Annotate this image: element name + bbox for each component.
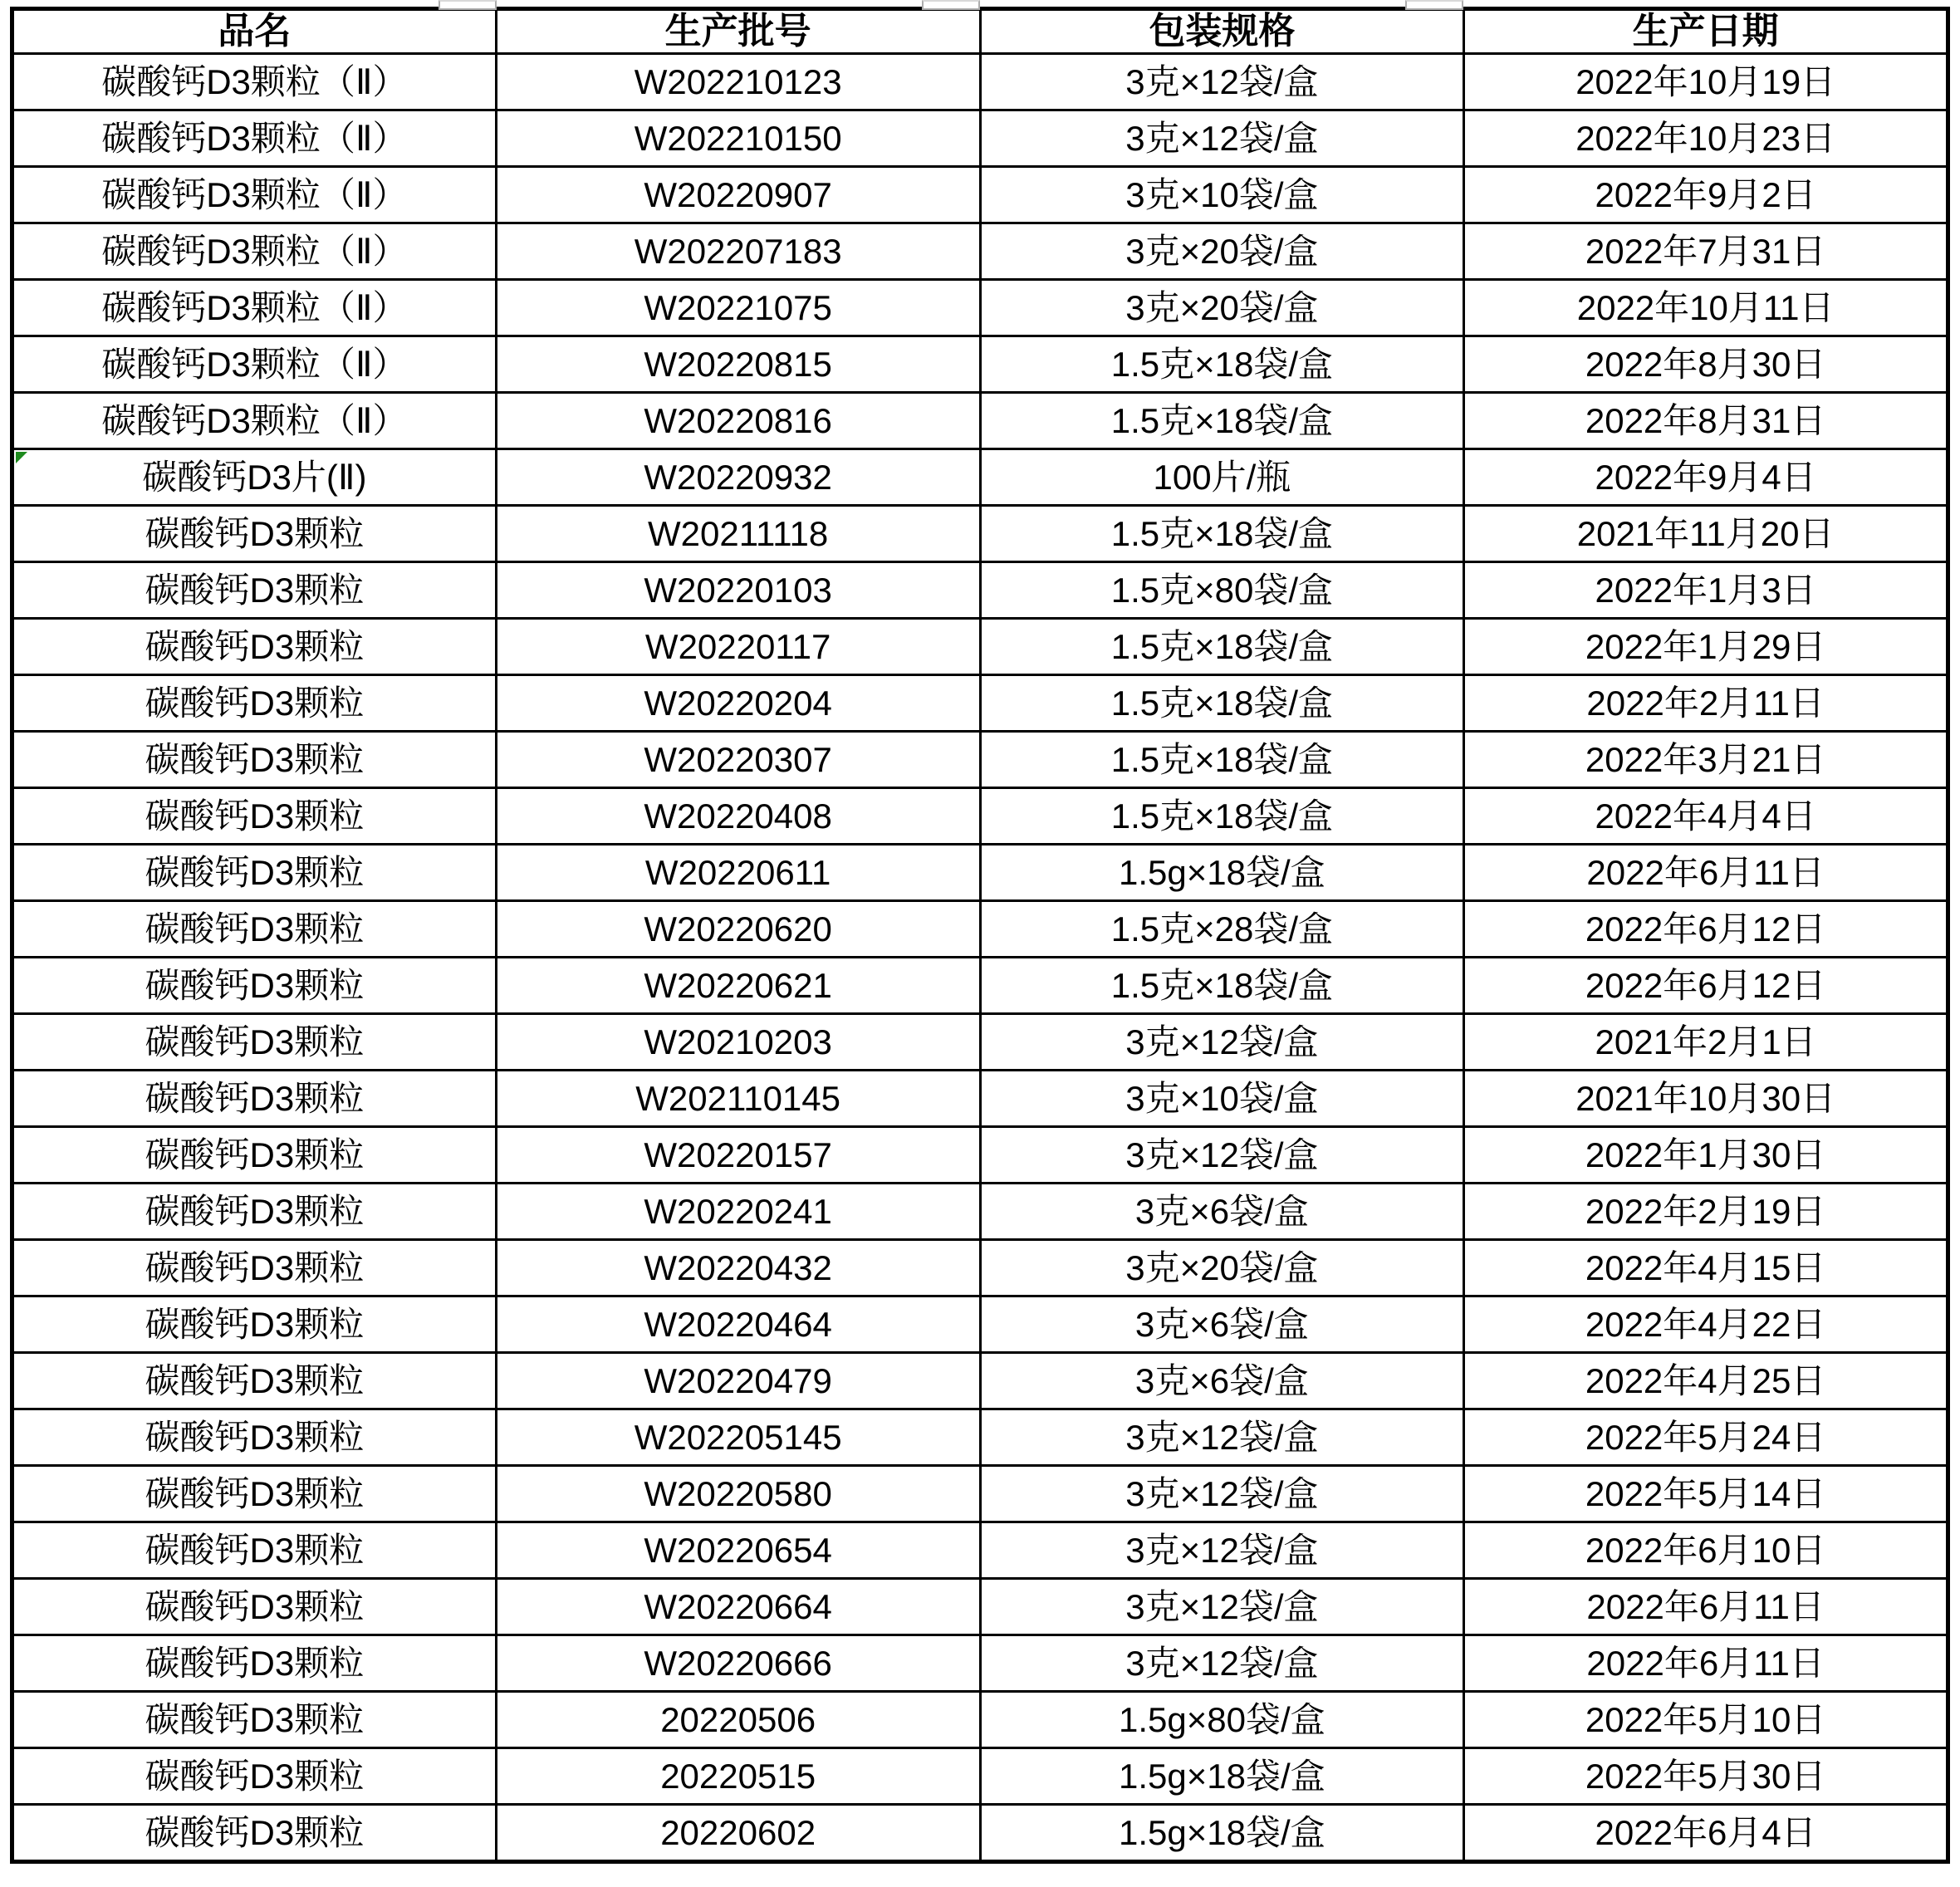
cell-prod-date[interactable]: 2022年4月4日 (1464, 788, 1948, 845)
table-row (12, 1296, 1948, 1353)
sheet-edge-artifact (439, 0, 497, 10)
table-row (12, 1522, 1948, 1579)
cell-prod-date[interactable]: 2022年6月12日 (1464, 958, 1948, 1014)
table-row (12, 1353, 1948, 1409)
cell-pack-spec[interactable]: 3克×12袋/盒 (980, 1635, 1464, 1692)
cell-prod-date[interactable]: 2022年5月24日 (1464, 1409, 1948, 1466)
cell-batch-number[interactable]: W202210150 (496, 110, 980, 167)
cell-pack-spec[interactable]: 1.5克×18袋/盒 (980, 675, 1464, 732)
table-row (12, 1692, 1948, 1748)
cell-batch-number[interactable]: W20220408 (496, 788, 980, 845)
table-row (12, 788, 1948, 845)
cell-product-name[interactable]: 碳酸钙D3颗粒 (12, 788, 497, 845)
cell-pack-spec[interactable]: 1.5g×18袋/盒 (980, 845, 1464, 901)
cell-pack-spec[interactable]: 1.5g×18袋/盒 (980, 1805, 1464, 1862)
cell-product-name[interactable]: 碳酸钙D3颗粒（Ⅱ） (12, 336, 497, 393)
table-row (12, 110, 1948, 167)
cell-prod-date[interactable]: 2022年6月12日 (1464, 901, 1948, 958)
cell-prod-date[interactable]: 2022年3月21日 (1464, 732, 1948, 788)
header-product-name[interactable]: 品名 (12, 9, 497, 54)
cell-pack-spec[interactable]: 3克×6袋/盒 (980, 1184, 1464, 1240)
cell-pack-spec[interactable]: 3克×12袋/盒 (980, 1127, 1464, 1184)
cell-batch-number[interactable]: W20220580 (496, 1466, 980, 1522)
cell-prod-date[interactable]: 2022年10月23日 (1464, 110, 1948, 167)
cell-prod-date[interactable]: 2022年6月11日 (1464, 1579, 1948, 1635)
cell-pack-spec[interactable]: 1.5克×80袋/盒 (980, 562, 1464, 619)
error-indicator-triangle-icon (16, 452, 27, 463)
table-row (12, 336, 1948, 393)
cell-product-name[interactable]: 碳酸钙D3颗粒 (12, 1071, 497, 1127)
cell-batch-number[interactable]: W20220241 (496, 1184, 980, 1240)
table-row (12, 901, 1948, 958)
table-row (12, 393, 1948, 449)
table-row (12, 1409, 1948, 1466)
cell-product-name[interactable]: 碳酸钙D3颗粒（Ⅱ） (12, 280, 497, 336)
header-row (12, 9, 1948, 54)
cell-prod-date[interactable]: 2022年4月22日 (1464, 1296, 1948, 1353)
cell-batch-number[interactable]: W20220664 (496, 1579, 980, 1635)
cell-prod-date[interactable]: 2022年6月11日 (1464, 1635, 1948, 1692)
cell-pack-spec[interactable]: 1.5克×28袋/盒 (980, 901, 1464, 958)
table-row (12, 1071, 1948, 1127)
table-row (12, 562, 1948, 619)
cell-product-name[interactable]: 碳酸钙D3颗粒 (12, 1409, 497, 1466)
cell-batch-number[interactable]: W20220432 (496, 1240, 980, 1296)
cell-prod-date[interactable]: 2021年11月20日 (1464, 506, 1948, 562)
cell-product-name[interactable]: 碳酸钙D3片(Ⅱ) (12, 449, 497, 506)
table-row (12, 1184, 1948, 1240)
cell-product-name[interactable]: 碳酸钙D3颗粒 (12, 1014, 497, 1071)
cell-batch-number[interactable]: W20220621 (496, 958, 980, 1014)
header-pack-spec[interactable]: 包装规格 (980, 9, 1464, 54)
cell-batch-number[interactable]: W20220117 (496, 619, 980, 675)
table-row (12, 449, 1948, 506)
cell-prod-date[interactable]: 2022年9月2日 (1464, 167, 1948, 223)
cell-pack-spec[interactable]: 3克×20袋/盒 (980, 223, 1464, 280)
cell-product-name[interactable]: 碳酸钙D3颗粒 (12, 1127, 497, 1184)
table-row (12, 732, 1948, 788)
cell-pack-spec[interactable]: 3克×12袋/盒 (980, 54, 1464, 110)
cell-batch-number[interactable]: W202210123 (496, 54, 980, 110)
cell-prod-date[interactable]: 2021年2月1日 (1464, 1014, 1948, 1071)
table-row (12, 223, 1948, 280)
header-prod-date[interactable]: 生产日期 (1464, 9, 1948, 54)
cell-prod-date[interactable]: 2022年4月15日 (1464, 1240, 1948, 1296)
cell-prod-date[interactable]: 2022年6月11日 (1464, 845, 1948, 901)
table-row (12, 54, 1948, 110)
cell-product-name[interactable]: 碳酸钙D3颗粒 (12, 619, 497, 675)
cell-product-name[interactable]: 碳酸钙D3颗粒 (12, 958, 497, 1014)
cell-prod-date[interactable]: 2022年7月31日 (1464, 223, 1948, 280)
table-row (12, 1127, 1948, 1184)
cell-prod-date[interactable]: 2022年2月11日 (1464, 675, 1948, 732)
table-row (12, 1748, 1948, 1805)
cell-product-name[interactable]: 碳酸钙D3颗粒 (12, 1353, 497, 1409)
cell-product-name[interactable]: 碳酸钙D3颗粒 (12, 1692, 497, 1748)
cell-product-name[interactable]: 碳酸钙D3颗粒（Ⅱ） (12, 167, 497, 223)
table-row (12, 167, 1948, 223)
table-row (12, 1240, 1948, 1296)
cell-product-name[interactable]: 碳酸钙D3颗粒 (12, 1579, 497, 1635)
cell-pack-spec[interactable]: 3克×12袋/盒 (980, 110, 1464, 167)
table-row (12, 619, 1948, 675)
cell-product-name[interactable]: 碳酸钙D3颗粒 (12, 506, 497, 562)
cell-prod-date[interactable]: 2022年10月19日 (1464, 54, 1948, 110)
cell-pack-spec[interactable]: 3克×6袋/盒 (980, 1353, 1464, 1409)
cell-product-name[interactable]: 碳酸钙D3颗粒 (12, 1805, 497, 1862)
cell-batch-number[interactable]: W20220204 (496, 675, 980, 732)
cell-batch-number[interactable]: W20220307 (496, 732, 980, 788)
cell-pack-spec[interactable]: 1.5克×18袋/盒 (980, 393, 1464, 449)
cell-product-name[interactable]: 碳酸钙D3颗粒 (12, 1296, 497, 1353)
cell-pack-spec[interactable]: 3克×20袋/盒 (980, 1240, 1464, 1296)
cell-pack-spec[interactable]: 1.5g×80袋/盒 (980, 1692, 1464, 1748)
cell-product-name[interactable]: 碳酸钙D3颗粒（Ⅱ） (12, 223, 497, 280)
cell-product-name[interactable]: 碳酸钙D3颗粒 (12, 1748, 497, 1805)
cell-product-name[interactable]: 碳酸钙D3颗粒 (12, 1522, 497, 1579)
cell-prod-date[interactable]: 2022年8月31日 (1464, 393, 1948, 449)
cell-batch-number[interactable]: 20220506 (496, 1692, 980, 1748)
cell-product-name[interactable]: 碳酸钙D3颗粒 (12, 901, 497, 958)
cell-product-name[interactable]: 碳酸钙D3颗粒（Ⅱ） (12, 110, 497, 167)
cell-prod-date[interactable]: 2022年8月30日 (1464, 336, 1948, 393)
table-row (12, 506, 1948, 562)
cell-pack-spec[interactable]: 3克×12袋/盒 (980, 1014, 1464, 1071)
cell-batch-number[interactable]: W202110145 (496, 1071, 980, 1127)
cell-pack-spec[interactable]: 3克×20袋/盒 (980, 280, 1464, 336)
table-row (12, 845, 1948, 901)
cell-prod-date[interactable]: 2022年10月11日 (1464, 280, 1948, 336)
cell-batch-number[interactable]: W20220620 (496, 901, 980, 958)
cell-prod-date[interactable]: 2022年5月30日 (1464, 1748, 1948, 1805)
cell-batch-number[interactable]: W20220464 (496, 1296, 980, 1353)
cell-prod-date[interactable]: 2022年9月4日 (1464, 449, 1948, 506)
cell-pack-spec[interactable]: 3克×10袋/盒 (980, 1071, 1464, 1127)
table-row (12, 1579, 1948, 1635)
cell-product-name[interactable]: 碳酸钙D3颗粒 (12, 562, 497, 619)
cell-product-name[interactable]: 碳酸钙D3颗粒 (12, 675, 497, 732)
cell-prod-date[interactable]: 2022年5月10日 (1464, 1692, 1948, 1748)
cell-pack-spec[interactable]: 1.5克×18袋/盒 (980, 506, 1464, 562)
cell-pack-spec[interactable]: 3克×12袋/盒 (980, 1409, 1464, 1466)
sheet-edge-artifact (922, 0, 980, 10)
cell-batch-number[interactable]: W202205145 (496, 1409, 980, 1466)
table-row (12, 1466, 1948, 1522)
cell-prod-date[interactable]: 2022年5月14日 (1464, 1466, 1948, 1522)
cell-product-name[interactable]: 碳酸钙D3颗粒 (12, 1240, 497, 1296)
cell-pack-spec[interactable]: 1.5克×18袋/盒 (980, 336, 1464, 393)
cell-batch-number[interactable]: W20211118 (496, 506, 980, 562)
cell-product-name[interactable]: 碳酸钙D3颗粒 (12, 1184, 497, 1240)
cell-prod-date[interactable]: 2022年6月4日 (1464, 1805, 1948, 1862)
cell-prod-date[interactable]: 2022年4月25日 (1464, 1353, 1948, 1409)
cell-pack-spec[interactable]: 3克×10袋/盒 (980, 167, 1464, 223)
cell-pack-spec[interactable]: 1.5g×18袋/盒 (980, 1748, 1464, 1805)
cell-batch-number[interactable]: W20220816 (496, 393, 980, 449)
table-row (12, 675, 1948, 732)
cell-batch-number[interactable]: W20220157 (496, 1127, 980, 1184)
cell-batch-number[interactable]: W20220654 (496, 1522, 980, 1579)
cell-prod-date[interactable]: 2022年1月29日 (1464, 619, 1948, 675)
cell-pack-spec[interactable]: 3克×12袋/盒 (980, 1466, 1464, 1522)
cell-pack-spec[interactable]: 100片/瓶 (980, 449, 1464, 506)
cell-batch-number[interactable]: W20220103 (496, 562, 980, 619)
cell-pack-spec[interactable]: 1.5克×18袋/盒 (980, 958, 1464, 1014)
table-row (12, 1805, 1948, 1862)
cell-batch-number[interactable]: W20220932 (496, 449, 980, 506)
cell-batch-number[interactable]: W20221075 (496, 280, 980, 336)
cell-batch-number[interactable]: W202207183 (496, 223, 980, 280)
table-row (12, 958, 1948, 1014)
cell-product-name[interactable]: 碳酸钙D3颗粒（Ⅱ） (12, 54, 497, 110)
table-row (12, 280, 1948, 336)
cell-batch-number[interactable]: W20220611 (496, 845, 980, 901)
cell-pack-spec[interactable]: 3克×12袋/盒 (980, 1522, 1464, 1579)
header-batch-number[interactable]: 生产批号 (496, 9, 980, 54)
cell-batch-number[interactable]: W20220907 (496, 167, 980, 223)
cell-batch-number[interactable]: W20220666 (496, 1635, 980, 1692)
cell-prod-date[interactable]: 2022年1月30日 (1464, 1127, 1948, 1184)
cell-batch-number[interactable]: W20210203 (496, 1014, 980, 1071)
cell-pack-spec[interactable]: 1.5克×18袋/盒 (980, 619, 1464, 675)
table-row (12, 1635, 1948, 1692)
cell-pack-spec[interactable]: 1.5克×18袋/盒 (980, 788, 1464, 845)
sheet-edge-artifact (1405, 0, 1463, 10)
cell-prod-date[interactable]: 2022年2月19日 (1464, 1184, 1948, 1240)
cell-product-name[interactable]: 碳酸钙D3颗粒 (12, 1635, 497, 1692)
cell-prod-date[interactable]: 2022年1月3日 (1464, 562, 1948, 619)
cell-pack-spec[interactable]: 3克×6袋/盒 (980, 1296, 1464, 1353)
cell-batch-number[interactable]: 20220602 (496, 1805, 980, 1862)
cell-product-name[interactable]: 碳酸钙D3颗粒 (12, 1466, 497, 1522)
cell-pack-spec[interactable]: 1.5克×18袋/盒 (980, 732, 1464, 788)
cell-pack-spec[interactable]: 3克×12袋/盒 (980, 1579, 1464, 1635)
batch-table (10, 7, 1950, 1864)
table-row (12, 1014, 1948, 1071)
cell-batch-number[interactable]: W20220479 (496, 1353, 980, 1409)
cell-batch-number[interactable]: 20220515 (496, 1748, 980, 1805)
cell-batch-number[interactable]: W20220815 (496, 336, 980, 393)
cell-product-name[interactable]: 碳酸钙D3颗粒 (12, 845, 497, 901)
cell-prod-date[interactable]: 2022年6月10日 (1464, 1522, 1948, 1579)
cell-product-name[interactable]: 碳酸钙D3颗粒（Ⅱ） (12, 393, 497, 449)
cell-product-name[interactable]: 碳酸钙D3颗粒 (12, 732, 497, 788)
cell-prod-date[interactable]: 2021年10月30日 (1464, 1071, 1948, 1127)
